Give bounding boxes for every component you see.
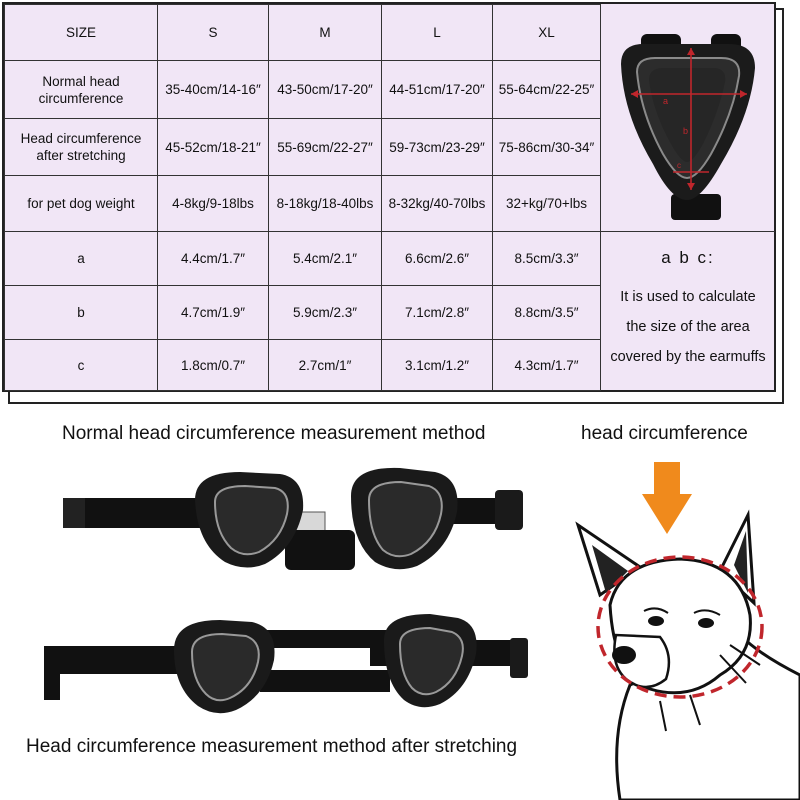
table-cell: 43-50cm/17-20″ — [269, 61, 382, 119]
abc-line: covered by the earmuffs — [610, 349, 766, 365]
table-cell: 44-51cm/17-20″ — [382, 61, 493, 119]
table-cell: 7.1cm/2.8″ — [382, 286, 493, 340]
table-cell: 4-8kg/9-18lbs — [158, 176, 269, 232]
label-c: c — [677, 161, 681, 170]
table-cell: 59-73cm/23-29″ — [382, 119, 493, 176]
table-row — [5, 61, 601, 119]
label-a: a — [663, 96, 669, 106]
row-label: c — [5, 340, 158, 391]
table-cell: 32+kg/70+lbs — [493, 176, 601, 232]
table-cell: 55-69cm/22-27″ — [269, 119, 382, 176]
table-cell: 3.1cm/1.2″ — [382, 340, 493, 391]
abc-line: It is used to calculate — [620, 289, 756, 305]
table-cell: 8.5cm/3.3″ — [493, 232, 601, 286]
table-cell: 4.4cm/1.7″ — [158, 232, 269, 286]
table-cell: 6.6cm/2.6″ — [382, 232, 493, 286]
table-row — [5, 176, 601, 232]
earmuff-photo-normal — [55, 460, 525, 580]
table-cell: 5.4cm/2.1″ — [269, 232, 382, 286]
header-size: SIZE — [5, 5, 158, 61]
size-chart — [2, 2, 776, 392]
header-l: L — [382, 5, 493, 61]
table-cell: 4.7cm/1.9″ — [158, 286, 269, 340]
table-cell: 55-64cm/22-25″ — [493, 61, 601, 119]
header-m: M — [269, 5, 382, 61]
table-row — [5, 286, 601, 340]
label-b: b — [683, 126, 689, 136]
caption-stretched: Head circumference measurement method after stretching — [26, 736, 518, 757]
row-label: for pet dog weight — [5, 176, 158, 232]
table-header-row — [5, 5, 601, 61]
row-label: Normal head circumference — [5, 61, 158, 119]
row-label: b — [5, 286, 158, 340]
header-s: S — [158, 5, 269, 61]
table-row — [5, 119, 601, 176]
earmuff-measure-diagram — [601, 4, 773, 230]
abc-description — [601, 282, 775, 372]
abc-line: the size of the area — [626, 319, 750, 335]
table-cell: 75-86cm/30-34″ — [493, 119, 601, 176]
table-cell: 2.7cm/1″ — [269, 340, 382, 391]
abc-title: a b c: — [661, 248, 715, 267]
dog-illustration — [570, 505, 800, 800]
table-cell: 8.8cm/3.5″ — [493, 286, 601, 340]
table-cell: 8-32kg/40-70lbs — [382, 176, 493, 232]
size-table — [4, 4, 601, 391]
earmuff-diagram — [601, 4, 775, 232]
caption-normal: Normal head circumference measurement method — [62, 423, 486, 444]
caption-head: head circumference — [581, 423, 748, 444]
table-cell: 4.3cm/1.7″ — [493, 340, 601, 391]
table-cell: 45-52cm/18-21″ — [158, 119, 269, 176]
side-panel — [600, 4, 774, 390]
row-label: a — [5, 232, 158, 286]
table-row — [5, 340, 601, 391]
table-cell: 5.9cm/2.3″ — [269, 286, 382, 340]
earmuff-photo-stretched — [40, 610, 530, 720]
table-cell: 8-18kg/18-40lbs — [269, 176, 382, 232]
table-cell: 1.8cm/0.7″ — [158, 340, 269, 391]
header-xl: XL — [493, 5, 601, 61]
row-label: Head circumference after stretching — [5, 119, 158, 176]
table-cell: 35-40cm/14-16″ — [158, 61, 269, 119]
table-row — [5, 232, 601, 286]
